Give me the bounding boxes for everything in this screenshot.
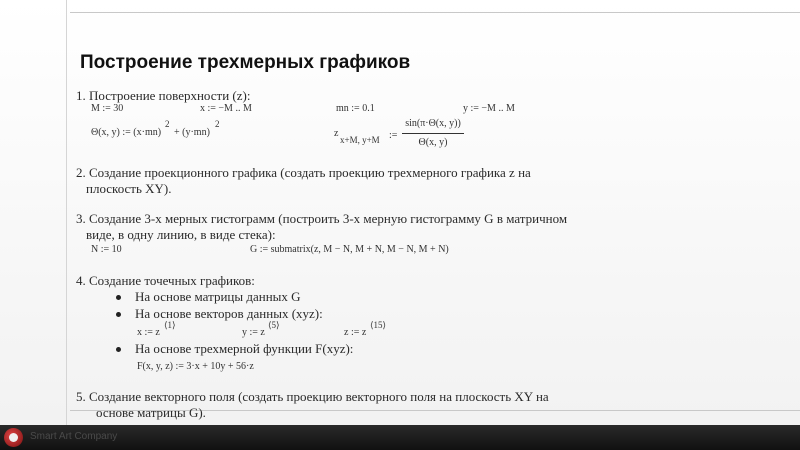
section4-bullet3: На основе трехмерной функции F(xyz): <box>135 341 354 356</box>
formula-z-numerator: sin(π·Θ(x, y)) <box>405 118 461 129</box>
slide-top-rule <box>70 12 800 13</box>
formula-theta-def: Θ(x, y) := (x·mn) <box>91 127 162 138</box>
company-logo-center <box>9 433 18 442</box>
slide-title: Построение трехмерных графиков <box>80 52 411 73</box>
formula-z-denominator: Θ(x, y) <box>418 137 448 148</box>
formula-theta-plus: + (y·mn) <box>174 127 210 138</box>
formula-y-range: y := −M .. M <box>463 103 515 114</box>
formula-y-column-index: ⟨5⟩ <box>268 320 280 330</box>
section5-line2: основе матрицы G). <box>96 405 206 420</box>
formula-z-column: z := z <box>344 327 367 338</box>
formula-theta-exp1: 2 <box>165 119 170 129</box>
formula-y-column: y := z <box>242 327 265 338</box>
formula-x-column-index: ⟨1⟩ <box>164 320 176 330</box>
section5-line1: 5. Создание векторного поля (создать проекцию векторного поля на плоскость XY на <box>76 389 549 404</box>
formula-z-assign: := <box>389 130 398 141</box>
formula-theta-exp2: 2 <box>215 119 220 129</box>
formula-z-lhs: z <box>334 128 339 139</box>
formula-mn-def: mn := 0.1 <box>336 103 375 114</box>
section4-bullet1: На основе матрицы данных G <box>135 289 301 304</box>
formula-n-def: N := 10 <box>91 244 122 255</box>
section2-line1: 2. Создание проекционного графика (создать проекцию трехмерного графика z на <box>76 165 531 180</box>
section3-line2: виде, в одну линию, в виде стека): <box>86 227 276 242</box>
section1-heading: 1. Построение поверхности (z): <box>76 88 251 103</box>
section2-line2: плоскость XY). <box>86 181 172 196</box>
formula-g-submatrix: G := submatrix(z, M − N, M + N, M − N, M + N) <box>250 244 449 255</box>
slide-vertical-rule <box>66 0 67 425</box>
formula-z-column-index: ⟨15⟩ <box>370 320 387 330</box>
formula-z-fraction-bar <box>402 133 464 134</box>
bullet-icon <box>116 295 121 300</box>
bullet-icon <box>116 312 121 317</box>
section4-heading: 4. Создание точечных графиков: <box>76 273 255 288</box>
bullet-icon <box>116 347 121 352</box>
formula-m-def: M := 30 <box>91 103 124 114</box>
section3-line1: 3. Создание 3-х мерных гистограмм (построить 3-х мерную гистограмму G в матричном <box>76 211 568 226</box>
formula-x-range: x := −M .. M <box>200 103 252 114</box>
formula-f-def: F(x, y, z) := 3·x + 10y + 56·z <box>137 361 254 372</box>
section4-bullet2: На основе векторов данных (xyz): <box>135 306 323 321</box>
footer-company-name: Smart Art Company <box>30 431 118 442</box>
footer-bar <box>0 425 800 450</box>
formula-x-column: x := z <box>137 327 160 338</box>
formula-z-subscript: x+M, y+M <box>340 135 380 145</box>
